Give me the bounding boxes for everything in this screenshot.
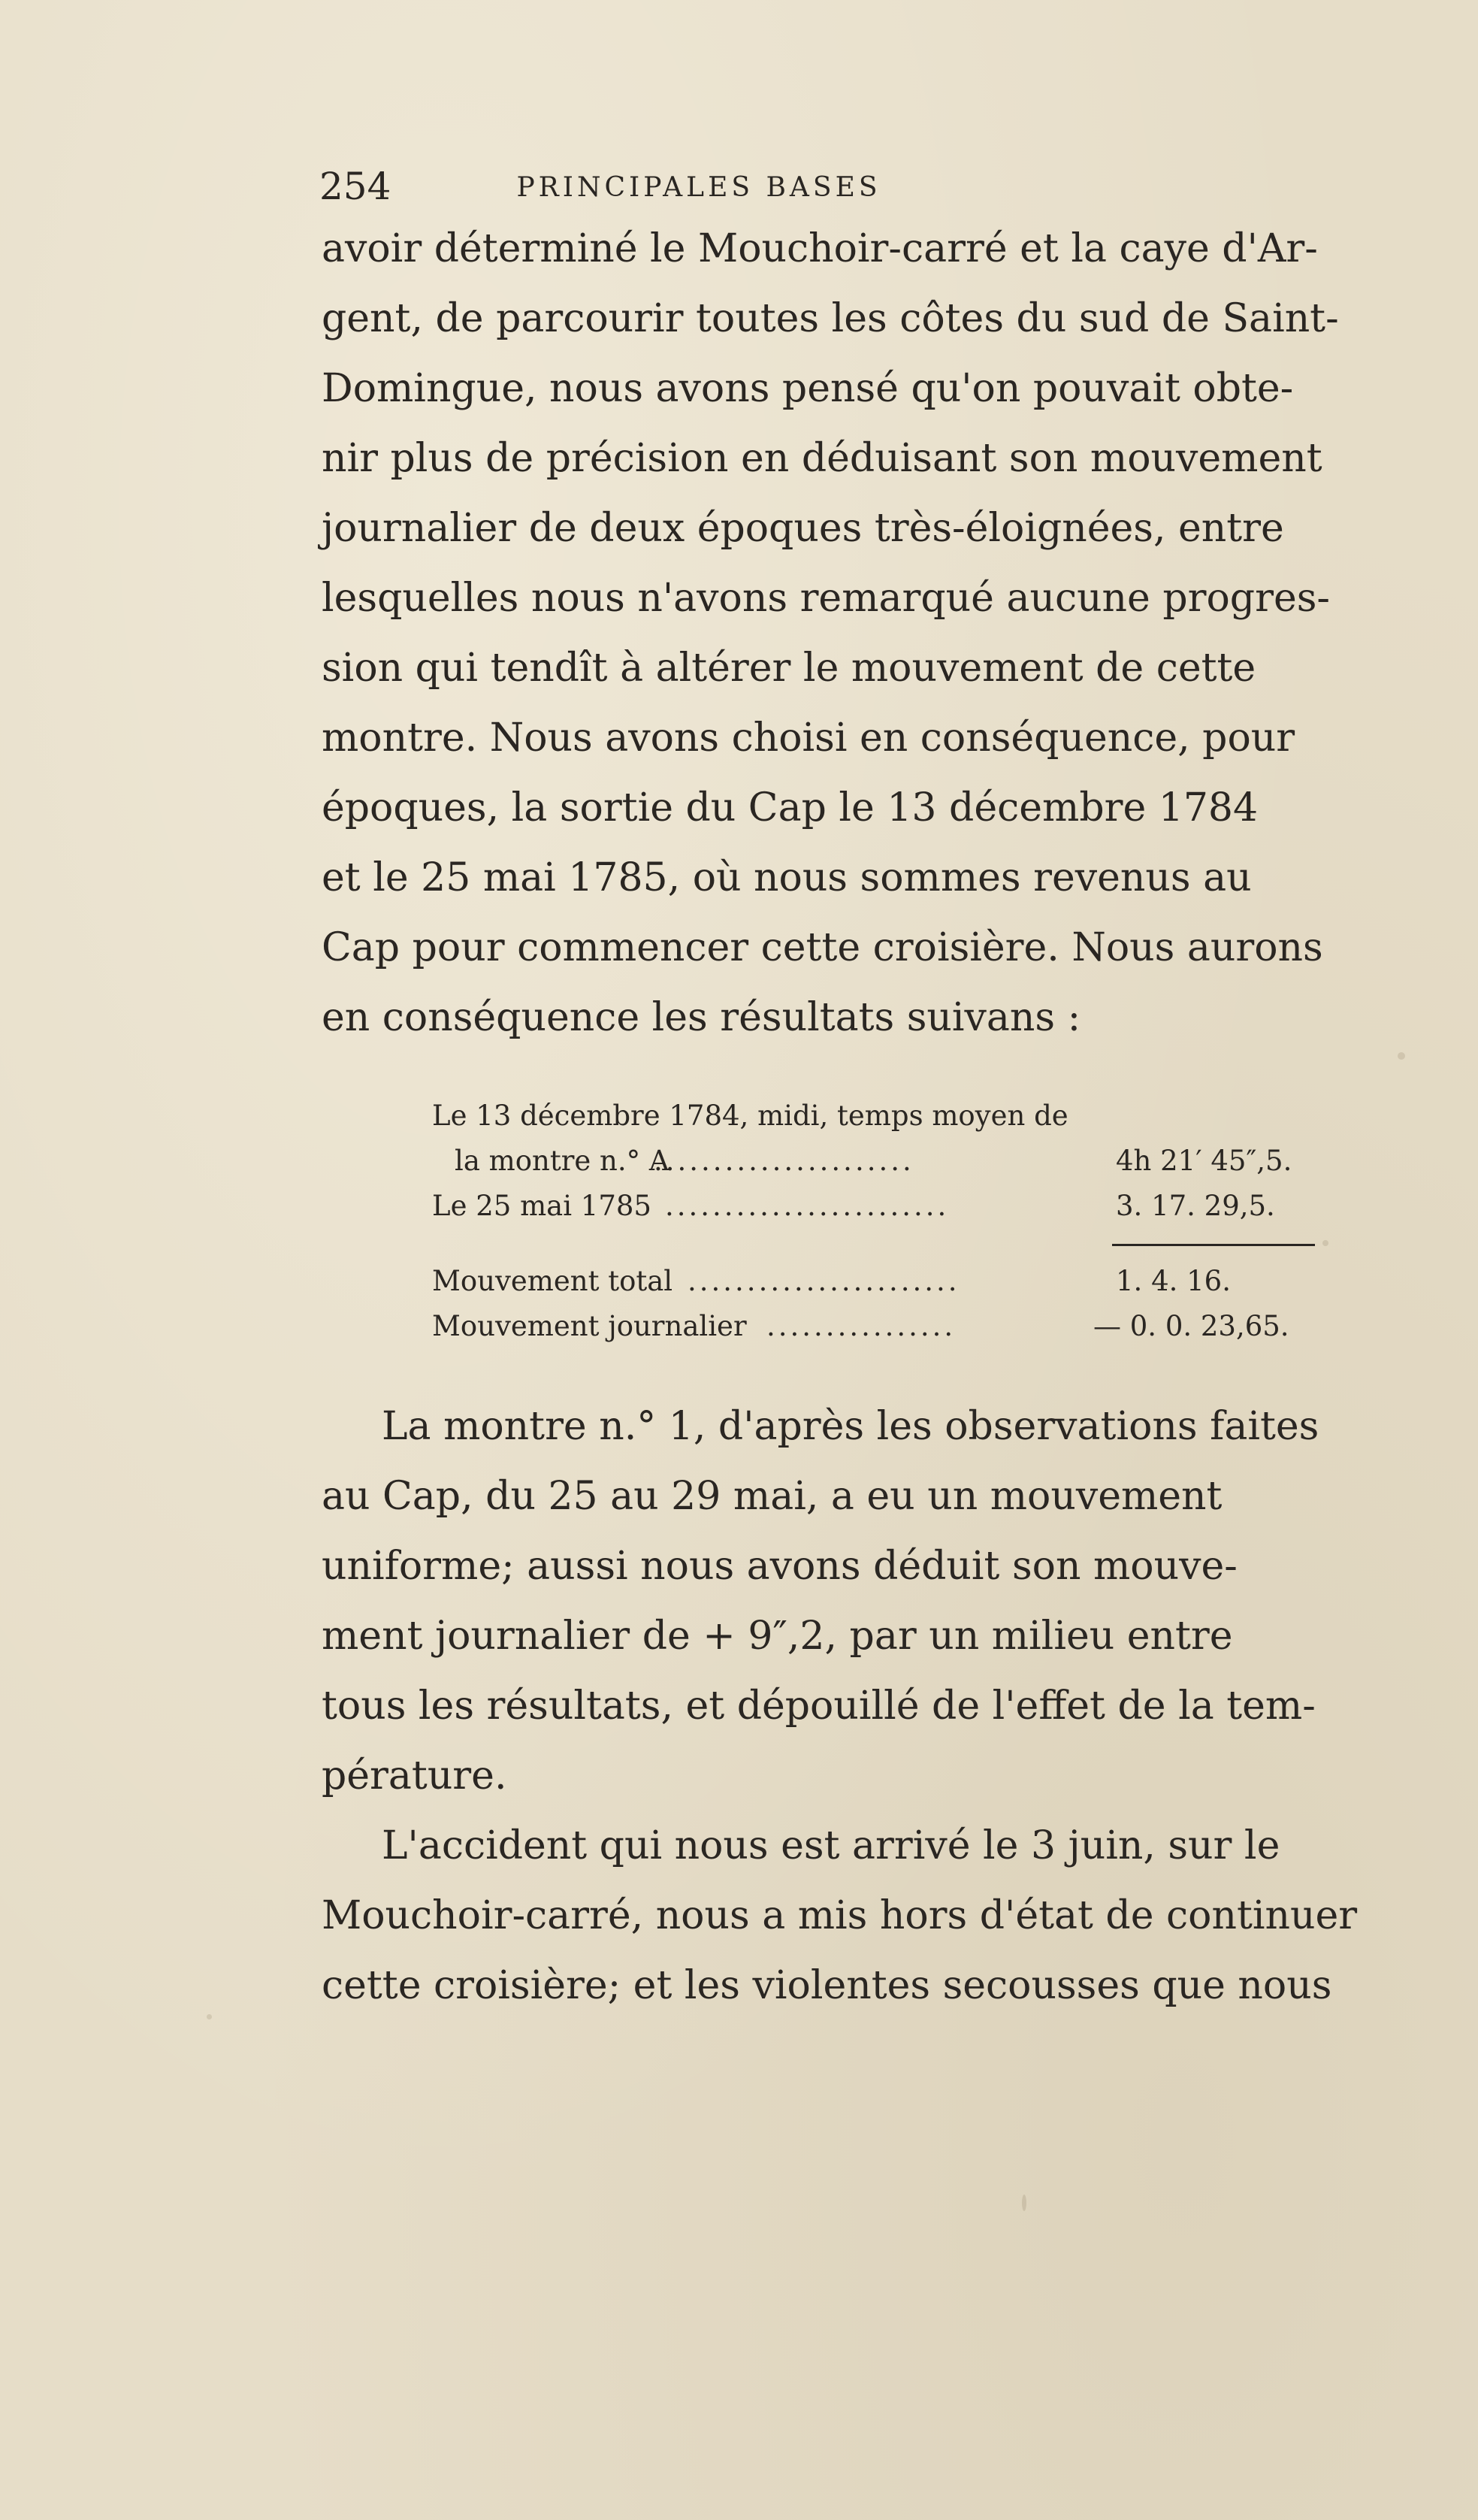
text-line: tous les résultats, et dépouillé de l'effet de la tem- [322,1684,1316,1729]
text-line: gent, de parcourir toutes les côtes du sud de Saint- [322,296,1339,341]
sum-rule [1112,1244,1315,1246]
text-line: montre. Nous avons choisi en conséquence, pour [322,715,1295,761]
text-line: Domingue, nous avons pensé qu'on pouvait obte- [322,366,1294,411]
text-line: pérature. [322,1753,507,1798]
text-line: sion qui tendît à altérer le mouvement de cette [322,646,1256,691]
table-row-label: Le 25 mai 1785 [432,1190,651,1222]
table-row [432,1094,1319,1139]
paper-spot [1022,2195,1026,2211]
leader-dots: ........................ [665,1190,950,1222]
text-line: au Cap, du 25 au 29 mai, a eu un mouvement [322,1474,1223,1519]
paragraph-2 [322,1392,1428,2021]
paragraph-1 [322,214,1428,1053]
text-line: époques, la sortie du Cap le 13 décembre 1784 [322,785,1259,830]
text-line: avoir déterminé le Mouchoir-carré et la caye d'Ar- [322,226,1318,271]
paper-spot [1322,1240,1328,1246]
paper-spot [1398,1052,1405,1060]
text-line: cette croisière; et les violentes secousses que nous [322,1963,1332,2008]
table-row-label: Le 13 décembre 1784, midi, temps moyen de [432,1100,1068,1132]
table-row-value: 3. 17. 29,5. [1116,1190,1275,1222]
table-row [432,1139,1319,1184]
leader-dots: ...................... [654,1145,914,1177]
running-head-title: PRINCIPALES BASES [516,172,881,203]
text-line: Cap pour commencer cette croisière. Nous aurons [322,925,1323,970]
table-row-label: la montre n.° A [455,1145,669,1177]
text-line: en conséquence les résultats suivans : [322,995,1081,1040]
running-head [319,164,1078,209]
table-row-value: — 0. 0. 23,65. [1093,1310,1289,1342]
text-line: lesquelles nous n'avons remarqué aucune progres- [322,576,1330,621]
text-line: Mouchoir-carré, nous a mis hors d'état de continuer [322,1893,1358,1938]
chronometer-table [432,1094,1319,1349]
leader-dots: ....................... [688,1265,960,1297]
text-line: ment journalier de + 9″,2, par un milieu entre [322,1614,1233,1659]
text-line: uniforme; aussi nous avons déduit son mouve- [322,1544,1238,1589]
table-row-value: 1. 4. 16. [1116,1265,1231,1297]
text-line: La montre n.° 1, d'après les observations faites [382,1404,1319,1449]
table-row [432,1304,1319,1349]
table-row-label: Mouvement journalier [432,1310,747,1342]
page-number: 254 [319,165,391,208]
text-line: nir plus de précision en déduisant son mouvement [322,436,1322,481]
paper-spot [207,2014,212,2019]
table-row-value: 4h 21′ 45″,5. [1116,1145,1292,1177]
text-line: et le 25 mai 1785, où nous sommes revenus au [322,855,1252,900]
text-line: L'accident qui nous est arrivé le 3 juin, sur le [382,1823,1280,1868]
leader-dots: ................ [766,1310,957,1342]
table-row-label: Mouvement total [432,1265,673,1297]
table-row [432,1259,1319,1304]
table-row [432,1184,1319,1229]
text-line: journalier de deux époques très-éloignées, entre [322,506,1284,551]
